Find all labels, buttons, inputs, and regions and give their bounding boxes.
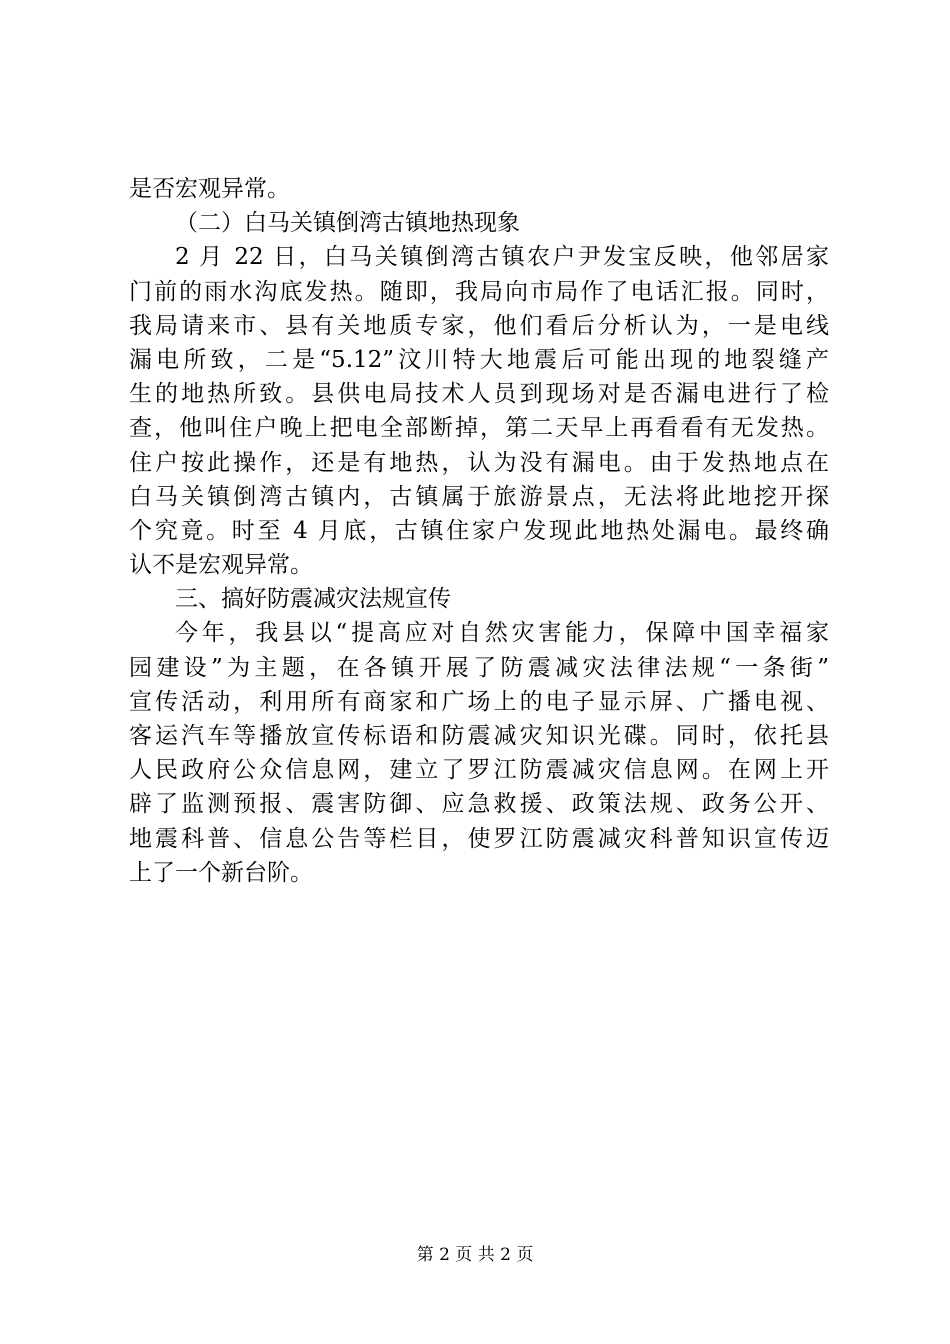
text-line: 漏电所致，二是“5.12”汶川特大地震后可能出现的地裂缝产 (129, 346, 829, 373)
page-footer (0, 1244, 950, 1266)
text-line: 认不是宏观异常。 (129, 552, 313, 579)
text-line: 园建设”为主题，在各镇开展了防震减灾法律法规“一条街” (129, 654, 829, 681)
text-line: 白马关镇倒湾古镇内，古镇属于旅游景点，无法将此地挖开探 (129, 483, 829, 510)
text-line: 人民政府公众信息网，建立了罗江防震减灾信息网。在网上开 (129, 757, 829, 784)
text-line: 是否宏观异常。 (129, 176, 290, 202)
text-line: 宣传活动，利用所有商家和广场上的电子显示屏、广播电视、 (129, 688, 829, 715)
text-line: 今年，我县以“提高应对自然灾害能力，保障中国幸福家 (175, 620, 829, 647)
page-number-label: 第 2 页 共 2 页 (416, 1245, 534, 1265)
text-line: 查，他叫住户晚上把电全部断掉，第二天早上再看看有无发热。 (129, 415, 829, 442)
section-heading: 三、搞好防震减灾法规宣传 (175, 586, 451, 613)
body-text (129, 172, 829, 890)
text-line: 我局请来市、县有关地质专家，他们看后分析认为，一是电线 (129, 312, 829, 339)
text-line: 门前的雨水沟底发热。随即，我局向市局作了电话汇报。同时， (129, 278, 829, 305)
text-line: 个究竟。时至 4 月底，古镇住家户发现此地热处漏电。最终确 (129, 517, 829, 544)
text-line: 上了一个新台阶。 (129, 859, 313, 886)
text-line: 地震科普、信息公告等栏目，使罗江防震减灾科普知识宣传迈 (129, 825, 829, 852)
text-line: 2 月 22 日，白马关镇倒湾古镇农户尹发宝反映，他邻居家 (175, 244, 829, 271)
section-heading: （二）白马关镇倒湾古镇地热现象 (175, 210, 520, 237)
text-line: 客运汽车等播放宣传标语和防震减灾知识光碟。同时，依托县 (129, 723, 829, 749)
text-line: 生的地热所致。县供电局技术人员到现场对是否漏电进行了检 (129, 381, 829, 408)
text-line: 住户按此操作，还是有地热，认为没有漏电。由于发热地点在 (129, 449, 829, 476)
text-line: 辟了监测预报、震害防御、应急救援、政策法规、政务公开、 (129, 791, 829, 818)
